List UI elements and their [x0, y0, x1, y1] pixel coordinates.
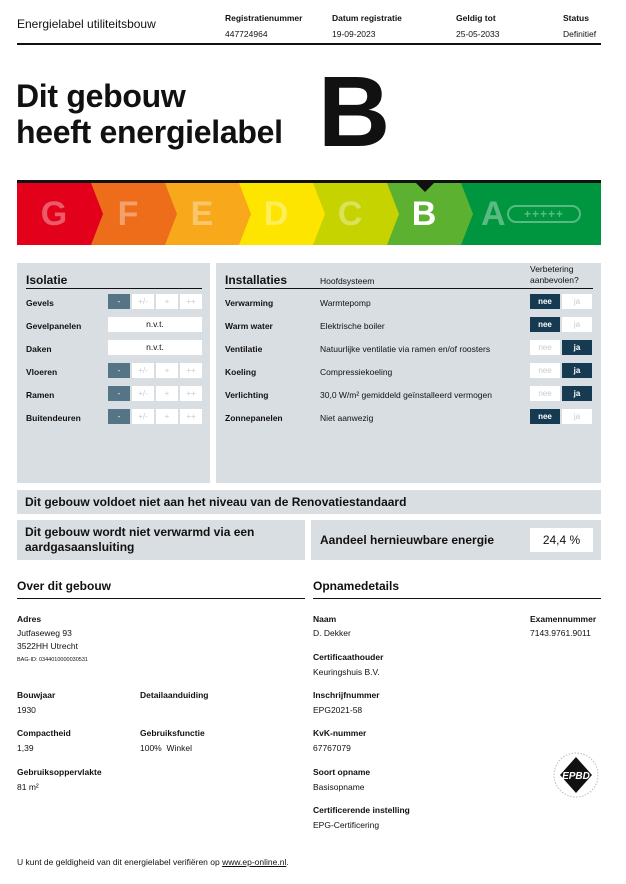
installatie-system: Natuurlijke ventilatie via ramen en/of roosters — [320, 344, 491, 354]
opname-rule — [313, 598, 601, 599]
over-rule — [17, 598, 305, 599]
installatie-label: Verlichting — [225, 390, 269, 400]
installaties-title: Installaties — [225, 273, 288, 287]
energy-label-letter: B — [318, 56, 389, 168]
certificaathouder-value: Keuringshuis B.V. — [313, 667, 380, 677]
header-divider — [17, 43, 601, 45]
installatie-label: Warm water — [225, 321, 273, 331]
installatie-system: 30,0 W/m² gemiddeld geïnstalleerd vermogen — [320, 390, 492, 400]
ep-online-link[interactable]: www.ep-online.nl — [222, 857, 287, 867]
isolatie-scale-gevels: - +/- + ++ — [108, 294, 202, 309]
header-geldig-tot: Geldig tot 25-05-2033 — [456, 13, 500, 39]
active-label-marker-icon — [416, 183, 434, 192]
installatie-label: Verwarming — [225, 298, 274, 308]
improve-toggle-ventilatie: nee ja — [530, 340, 592, 355]
adres-value: Jutfaseweg 93 3522HH Utrecht — [17, 628, 78, 651]
isolatie-rule — [26, 288, 202, 289]
examennummer-label: Examennummer — [530, 614, 597, 624]
bouwjaar-label: Bouwjaar — [17, 690, 56, 700]
opname-title: Opnamedetails — [313, 579, 400, 593]
installaties-panel — [216, 263, 601, 483]
isolatie-row-label: Gevelpanelen — [26, 321, 82, 331]
verbetering-header: Verbetering aanbevolen? — [530, 264, 579, 285]
isolatie-row-label: Ramen — [26, 390, 55, 400]
scale-segment-b: B — [387, 183, 461, 245]
soort-opname-value: Basisopname — [313, 782, 365, 792]
certificaathouder-label: Certificaathouder — [313, 652, 384, 662]
instelling-value: EPG-Certificering — [313, 820, 380, 830]
document-title: Energielabel utiliteitsbouw — [17, 17, 156, 31]
installatie-label: Koeling — [225, 367, 257, 377]
compactheid-value: 1,39 — [17, 743, 34, 753]
installatie-system: Compressiekoeling — [320, 367, 393, 377]
isolatie-nvt: n.v.t. — [108, 340, 202, 355]
isolatie-scale-buitendeuren: - +/- + ++ — [108, 409, 202, 424]
renovatiestandaard-bar — [17, 490, 601, 514]
hernieuwbaar-value: 24,4 % — [530, 528, 593, 552]
installatie-system: Elektrische boiler — [320, 321, 385, 331]
isolatie-panel — [17, 263, 210, 483]
isolatie-row-label: Vloeren — [26, 367, 58, 377]
renovatiestandaard-text: Dit gebouw voldoet niet aan het niveau van de Renovatiestandaard — [25, 495, 407, 509]
inschrijfnummer-label: Inschrijfnummer — [313, 690, 380, 700]
inschrijfnummer-value: EPG2021-58 — [313, 705, 363, 715]
svg-text:EPBD: EPBD — [562, 771, 590, 782]
bag-id: BAG-ID: 0344010000030531 — [17, 657, 88, 663]
bouwjaar-value: 1930 — [17, 705, 36, 715]
over-title: Over dit gebouw — [17, 579, 112, 593]
improve-toggle-zonnepanelen: nee ja — [530, 409, 592, 424]
improve-toggle-verlichting: nee ja — [530, 386, 592, 401]
instelling-label: Certificerende instelling — [313, 805, 410, 815]
naam-value: D. Dekker — [313, 628, 351, 638]
installaties-rule — [225, 288, 593, 289]
improve-toggle-koeling: nee ja — [530, 363, 592, 378]
examennummer-value: 7143.9761.9011 — [530, 628, 591, 638]
installatie-system: Niet aanwezig — [320, 413, 374, 423]
oppervlakte-label: Gebruiksoppervlakte — [17, 767, 102, 777]
scale-segment-g: G — [17, 183, 91, 245]
energy-scale — [17, 183, 601, 245]
installatie-label: Ventilatie — [225, 344, 263, 354]
scale-segment-d: D — [239, 183, 313, 245]
aardgas-text: Dit gebouw wordt niet verwarmd via een aardgasaansluiting — [25, 525, 255, 554]
detailaanduiding-label: Detailaanduiding — [140, 690, 209, 700]
scale-segment-a: A +++++ — [461, 183, 601, 245]
headline: Dit gebouw heeft energielabel — [16, 78, 283, 150]
scale-segment-e: E — [165, 183, 239, 245]
hernieuwbaar-label: Aandeel hernieuwbare energie — [320, 533, 495, 547]
adres-label: Adres — [17, 614, 42, 624]
installatie-label: Zonnepanelen — [225, 413, 283, 423]
header-datum-registratie: Datum registratie 19-09-2023 — [332, 13, 402, 39]
gebruiksfunctie-label: Gebruiksfunctie — [140, 728, 205, 738]
improve-toggle-verwarming: nee ja — [530, 294, 592, 309]
scale-segment-f: F — [91, 183, 165, 245]
gebruiksfunctie-value: 100% Winkel — [140, 743, 192, 753]
isolatie-nvt: n.v.t. — [108, 317, 202, 332]
isolatie-row-label: Daken — [26, 344, 52, 354]
header-registratienummer: Registratienummer 447724964 — [225, 13, 303, 39]
improve-toggle-warm-water: nee ja — [530, 317, 592, 332]
kvk-value: 67767079 — [313, 743, 351, 753]
compactheid-label: Compactheid — [17, 728, 71, 738]
hoofdsysteem-header: Hoofdsysteem — [320, 276, 375, 286]
scale-segment-c: C — [313, 183, 387, 245]
isolatie-scale-ramen: - +/- + ++ — [108, 386, 202, 401]
soort-opname-label: Soort opname — [313, 767, 371, 777]
isolatie-row-label: Buitendeuren — [26, 413, 81, 423]
isolatie-title: Isolatie — [26, 273, 68, 287]
header-status: Status Definitief — [563, 13, 597, 39]
plus-pill: +++++ — [507, 205, 581, 223]
installatie-system: Warmtepomp — [320, 298, 371, 308]
kvk-label: KvK-nummer — [313, 728, 367, 738]
naam-label: Naam — [313, 614, 337, 624]
epbd-seal-icon — [552, 751, 600, 799]
isolatie-row-label: Gevels — [26, 298, 54, 308]
oppervlakte-value: 81 m² — [17, 782, 39, 792]
aardgas-bar — [17, 520, 305, 560]
footer-text: U kunt de geldigheid van dit energielabel verifiëren op www.ep-online.nl. — [17, 857, 289, 867]
isolatie-scale-vloeren: - +/- + ++ — [108, 363, 202, 378]
